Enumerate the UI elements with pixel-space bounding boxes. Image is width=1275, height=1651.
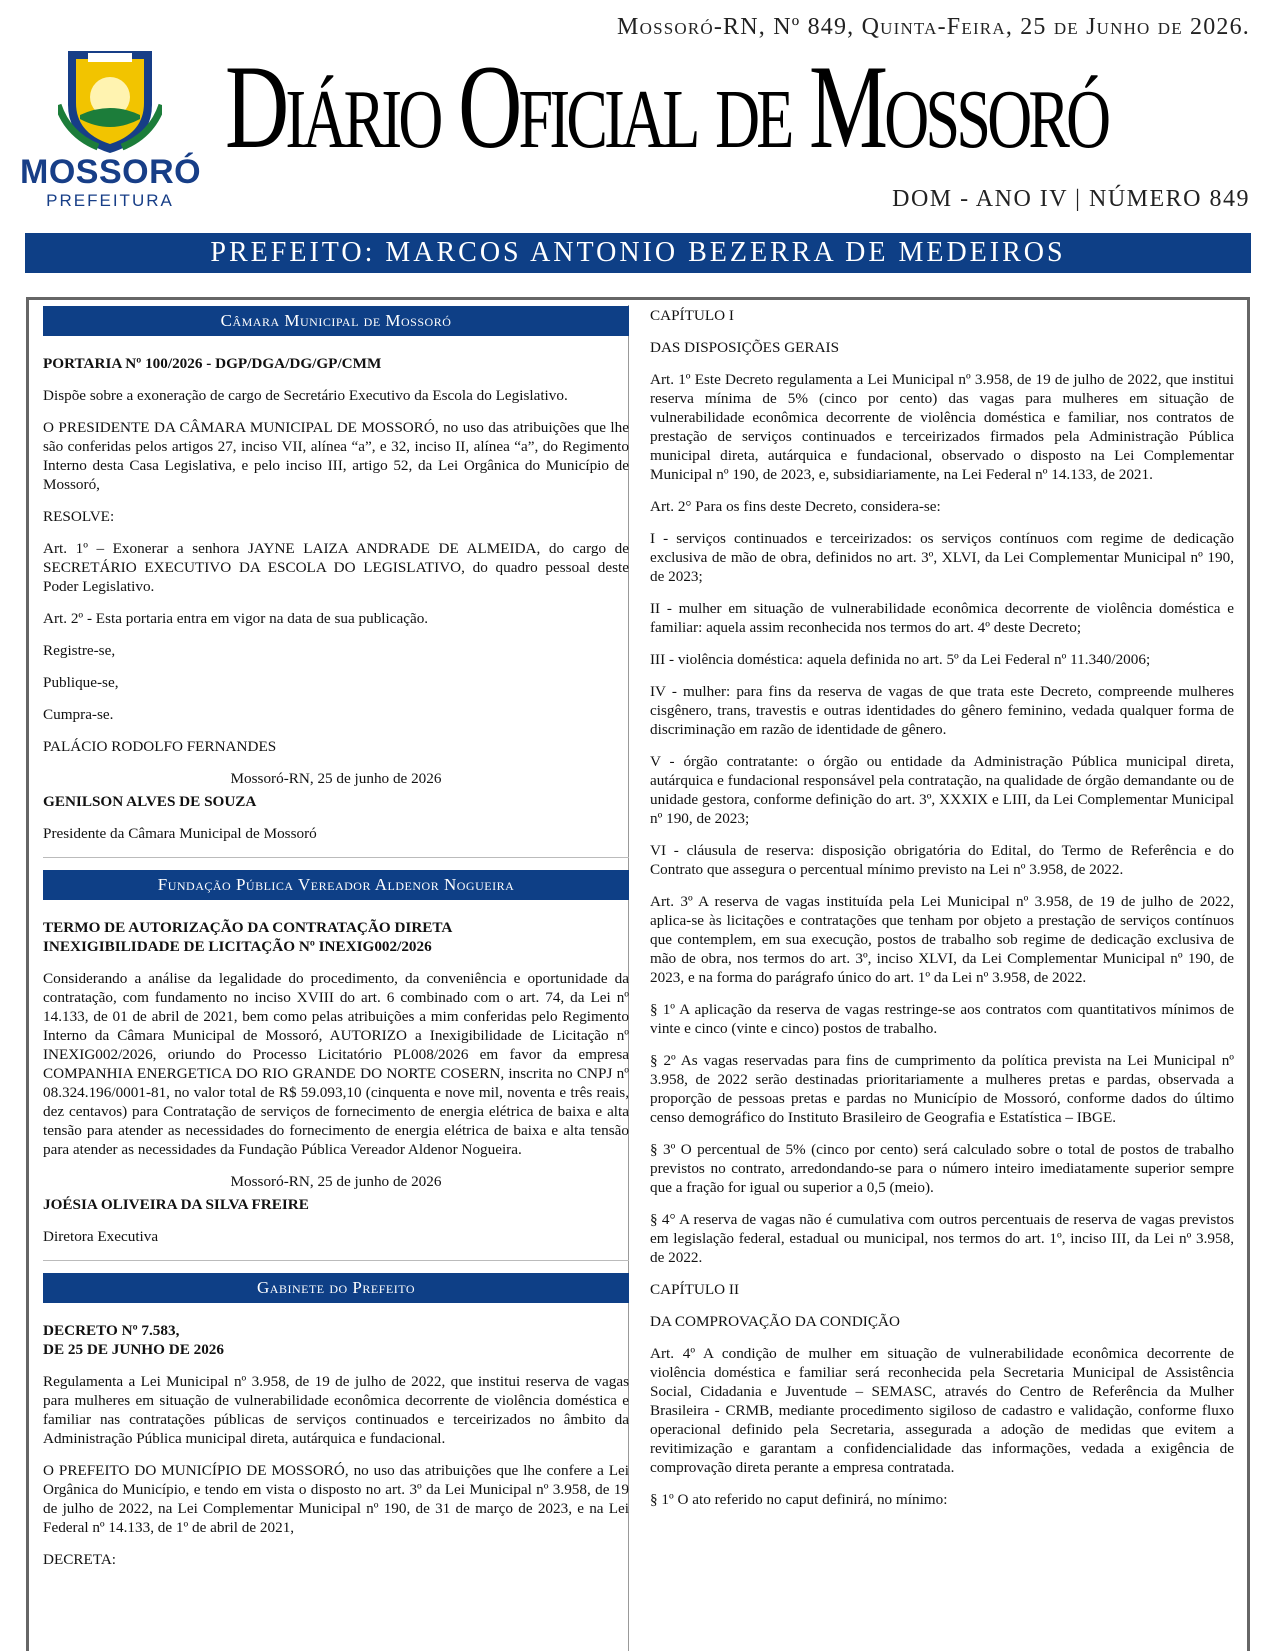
portaria-palacio: PALÁCIO RODOLFO FERNANDES <box>43 738 277 755</box>
portaria-title: PORTARIA Nº 100/2026 - DGP/DGA/DG/GP/CMM <box>43 355 382 372</box>
issue-number: DOM - ANO IV | NÚMERO 849 <box>892 186 1250 212</box>
portaria-cumpra: Cumpra-se. <box>43 706 114 723</box>
edition-line: Mossoró-RN, Nº 849, Quinta-Feira, 25 de Junho de 2026. <box>617 14 1250 40</box>
coat-of-arms-icon <box>58 45 162 155</box>
decreto-inciso-2: II - mulher em situação de vulnerabilidade econômica decorrente de violência doméstica e familiar: aquela assim reconhecida nos termos do art. 4º deste Decreto; <box>650 600 1234 636</box>
decreto-inciso-3: III - violência doméstica: aquela definida no art. 5º da Lei Federal nº 11.340/2006; <box>650 651 1151 668</box>
decreto-paragraph-2: § 2º As vagas reservadas para fins de cumprimento da política prevista na Lei Municipal nº 3.958, de 2022 serão destinadas prioritariamente a mulheres pretas e pardas, observada a proporção de pessoas pretas e pardas no Município de Mossoró, conforme dados do último censo demográfico do Instituto Brasileiro de Geografia e Estatística – IBGE. <box>650 1052 1234 1126</box>
decreto-paragraph-3: § 3º O percentual de 5% (cinco por cento) será calculado sobre o total de postos de trabalho previstos no contrato, arredondando-se para o número inteiro imediatamente superior sempre que a fração for igual ou superior a 0,5 (meio). <box>650 1141 1234 1196</box>
termo-title-2: INEXIGIBILIDADE DE LICITAÇÃO Nº INEXIG002/2026 <box>43 938 432 955</box>
decreto-paragraph-1: § 1º A aplicação da reserva de vagas restringe-se aos contratos com quantitativos mínimos de vinte e cinco (vinte e cinco) postos de trabalho. <box>650 1001 1234 1037</box>
decreto-inciso-6: VI - cláusula de reserva: disposição obrigatória do Edital, do Termo de Referência e do Contrato que assegura o percentual mínimo previsto na Lei nº 3.958, de 2022. <box>650 842 1234 878</box>
portaria-resolve: RESOLVE: <box>43 508 115 525</box>
termo-signer: JOÉSIA OLIVEIRA DA SILVA FREIRE <box>43 1196 309 1213</box>
portaria-date: Mossoró-RN, 25 de junho de 2026 <box>230 770 442 787</box>
newspaper-title: Diário Oficial de Mossoró <box>225 40 1108 173</box>
portaria-signer-role: Presidente da Câmara Municipal de Mossoró <box>43 825 317 842</box>
section-header-gabinete: Gabinete do Prefeito <box>43 1273 629 1303</box>
section-rule <box>43 857 629 858</box>
termo-date: Mossoró-RN, 25 de junho de 2026 <box>230 1173 442 1190</box>
logo-city-name: MOSSORÓ <box>20 153 202 191</box>
decreto-summary: Regulamenta a Lei Municipal nº 3.958, de 19 de julho de 2022, que institui reserva de vagas para mulheres em situação de vulnerabilidade econômica decorrente de violência doméstica e familiar nas contratações públicas de serviços continuados e terceirizados no âmbito da Administração Pública municipal direta, autárquica e fundacional. <box>43 1373 629 1447</box>
chapter-2: CAPÍTULO II <box>650 1281 740 1298</box>
portaria-art1: Art. 1º – Exonerar a senhora JAYNE LAIZA ANDRADE DE ALMEIDA, do cargo de SECRETÁRIO EXECUTIVO DA ESCOLA DO LEGISLATIVO, do quadro pessoal deste Poder Legislativo. <box>43 540 629 595</box>
left-column <box>43 306 629 1582</box>
portaria-registre: Registre-se, <box>43 642 116 659</box>
decreto-art1: Art. 1º Este Decreto regulamenta a Lei Municipal nº 3.958, de 19 de julho de 2022, que institui reserva mínima de 5% (cinco por cento) das vagas para mulheres em situação de vulnerabilidade econômica decorrente de violência doméstica e familiar, nos contratos de prestação de serviços continuados e terceirizados firmados pela Administração Pública municipal direta, autárquica e fundacional, observado o disposto na Lei Complementar Municipal nº 190, de 2023, e, subsidiariamente, na Lei Federal nº 14.133, de 2021. <box>650 371 1234 483</box>
decreto-inciso-4: IV - mulher: para fins da reserva de vagas de que trata este Decreto, compreende mulheres cisgênero, trans, travestis e outras identidades do gênero feminino, vedada qualquer forma de discriminação em razão de identidade de gênero. <box>650 683 1234 738</box>
decreto-preamble: O PREFEITO DO MUNICÍPIO DE MOSSORÓ, no uso das atribuições que lhe confere a Lei Orgânica do Município, e tendo em vista o disposto no art. 3º da Lei Municipal nº 3.958, de 19 de julho de 2022, na Lei Complementar Municipal nº 190, de 31 de março de 2023, e na Lei Federal nº 14.133, de 1º de abril de 2021, <box>43 1462 629 1536</box>
decreto-title-2: DE 25 DE JUNHO DE 2026 <box>43 1341 224 1358</box>
portaria-preamble: O PRESIDENTE DA CÂMARA MUNICIPAL DE MOSSORÓ, no uso das atribuições que lhe são conferidas pelos artigos 27, inciso VII, alínea “a”, e 32, inciso II, alínea “a”, do Regimento Interno desta Casa Legislativa, e pelo inciso III, artigo 52, da Lei Orgânica do Município de Mossoró, <box>43 419 629 493</box>
termo-title-1: TERMO DE AUTORIZAÇÃO DA CONTRATAÇÃO DIRETA <box>43 919 453 936</box>
chapter-2-title: DA COMPROVAÇÃO DA CONDIÇÃO <box>650 1313 900 1330</box>
decreto-decreta: DECRETA: <box>43 1551 117 1568</box>
decreto-art2: Art. 2° Para os fins deste Decreto, considera-se: <box>650 498 941 515</box>
portaria-summary: Dispõe sobre a exoneração de cargo de Secretário Executivo da Escola do Legislativo. <box>43 387 568 404</box>
decreto-inciso-1: I - serviços continuados e terceirizados: os serviços contínuos com regime de dedicação exclusiva de mão de obra, definidos no art. 3º, XLVI, da Lei Complementar Municipal nº 190, de 2023; <box>650 530 1234 585</box>
logo-subtitle: PREFEITURA <box>46 191 174 210</box>
mayor-banner: PREFEITO: MARCOS ANTONIO BEZERRA DE MEDEIROS <box>25 233 1251 273</box>
decreto-title-1: DECRETO Nº 7.583, <box>43 1322 180 1339</box>
section-header-camara: Câmara Municipal de Mossoró <box>43 306 629 336</box>
portaria-art2: Art. 2º - Esta portaria entra em vigor na data de sua publicação. <box>43 610 429 627</box>
portaria-publique: Publique-se, <box>43 674 119 691</box>
portaria-signer: GENILSON ALVES DE SOUZA <box>43 793 257 810</box>
chapter-1: CAPÍTULO I <box>650 307 734 324</box>
prefeitura-logo <box>20 45 202 210</box>
termo-signer-role: Diretora Executiva <box>43 1228 159 1245</box>
decreto-art4-paragraph-1: § 1º O ato referido no caput definirá, no mínimo: <box>650 1491 948 1508</box>
decreto-inciso-5: V - órgão contratante: o órgão ou entidade da Administração Pública municipal direta, autárquica e fundacional responsável pela contratação, na qualidade de órgão demandante ou de unidade gestora, conforme definição do art. 3º, XXXIX e LIII, da Lei Complementar Municipal nº 190, de 2023; <box>650 753 1234 827</box>
right-column <box>650 306 1234 1522</box>
decreto-art3: Art. 3º A reserva de vagas instituída pela Lei Municipal nº 3.958, de 19 de julho de 2022, aplica-se às licitações e contratações que tenham por objeto a prestação de serviços contínuos que contemplem, em sua execução, postos de trabalho sob regime de dedicação exclusiva de mão de obra, nos termos do art. 3º, inciso XLVI, da Lei Complementar Municipal nº 190, de 2023, e na forma do parágrafo único do art. 1º da Lei nº 3.958, de 2022. <box>650 893 1234 986</box>
section-rule <box>43 1260 629 1261</box>
decreto-paragraph-4: § 4° A reserva de vagas não é cumulativa com outros percentuais de reserva de vagas previstos em legislação federal, estadual ou municipal, nos termos do art. 1º, inciso III, da Lei nº 3.958, de 2022. <box>650 1211 1234 1266</box>
decreto-art4: Art. 4º A condição de mulher em situação de vulnerabilidade econômica decorrente de violência doméstica e familiar será reconhecida pela Secretaria Municipal de Assistência Social, Cidadania e Juventude – SEMASC, através do Centro de Referência da Mulher Brasileira - CRMB, mediante procedimento sigiloso de cadastro e validação, conforme fluxo operacional definido pela Secretaria, assegurada a adoção de medidas que evitem a revitimização e garantam a confidencialidade das informações, vedada a exigência de comprovação direta perante a empresa contratada. <box>650 1345 1234 1476</box>
chapter-1-title: DAS DISPOSIÇÕES GERAIS <box>650 339 840 356</box>
section-header-fundacao: Fundação Pública Vereador Aldenor Nogueira <box>43 870 629 900</box>
termo-body: Considerando a análise da legalidade do procedimento, da conveniência e oportunidade da contratação, com fundamento no inciso XVIII do art. 6 combinado com o art. 74, da Lei nº 14.133, de 01 de abril de 2021, bem como pelas atribuições a mim conferidas pelo Regimento Interno da Câmara Municipal de Mossoró, AUTORIZO a Inexigibilidade de Licitação nº INEXIG002/2026, oriundo do Processo Licitatório PL008/2026 em favor da empresa COMPANHIA ENERGETICA DO RIO GRANDE DO NORTE COSERN, inscrita no CNPJ nº 08.324.196/0001-81, no valor total de R$ 59.093,10 (cinquenta e nove mil, noventa e três reais, dez centavos) para Contratação de serviços de fornecimento de energia elétrica de baixa e alta tensão para atender as necessidades do fornecimento de energia elétrica de baixa e alta tensão para atender as necessidades da Fundação Pública Vereador Aldenor Nogueira. <box>43 970 629 1158</box>
